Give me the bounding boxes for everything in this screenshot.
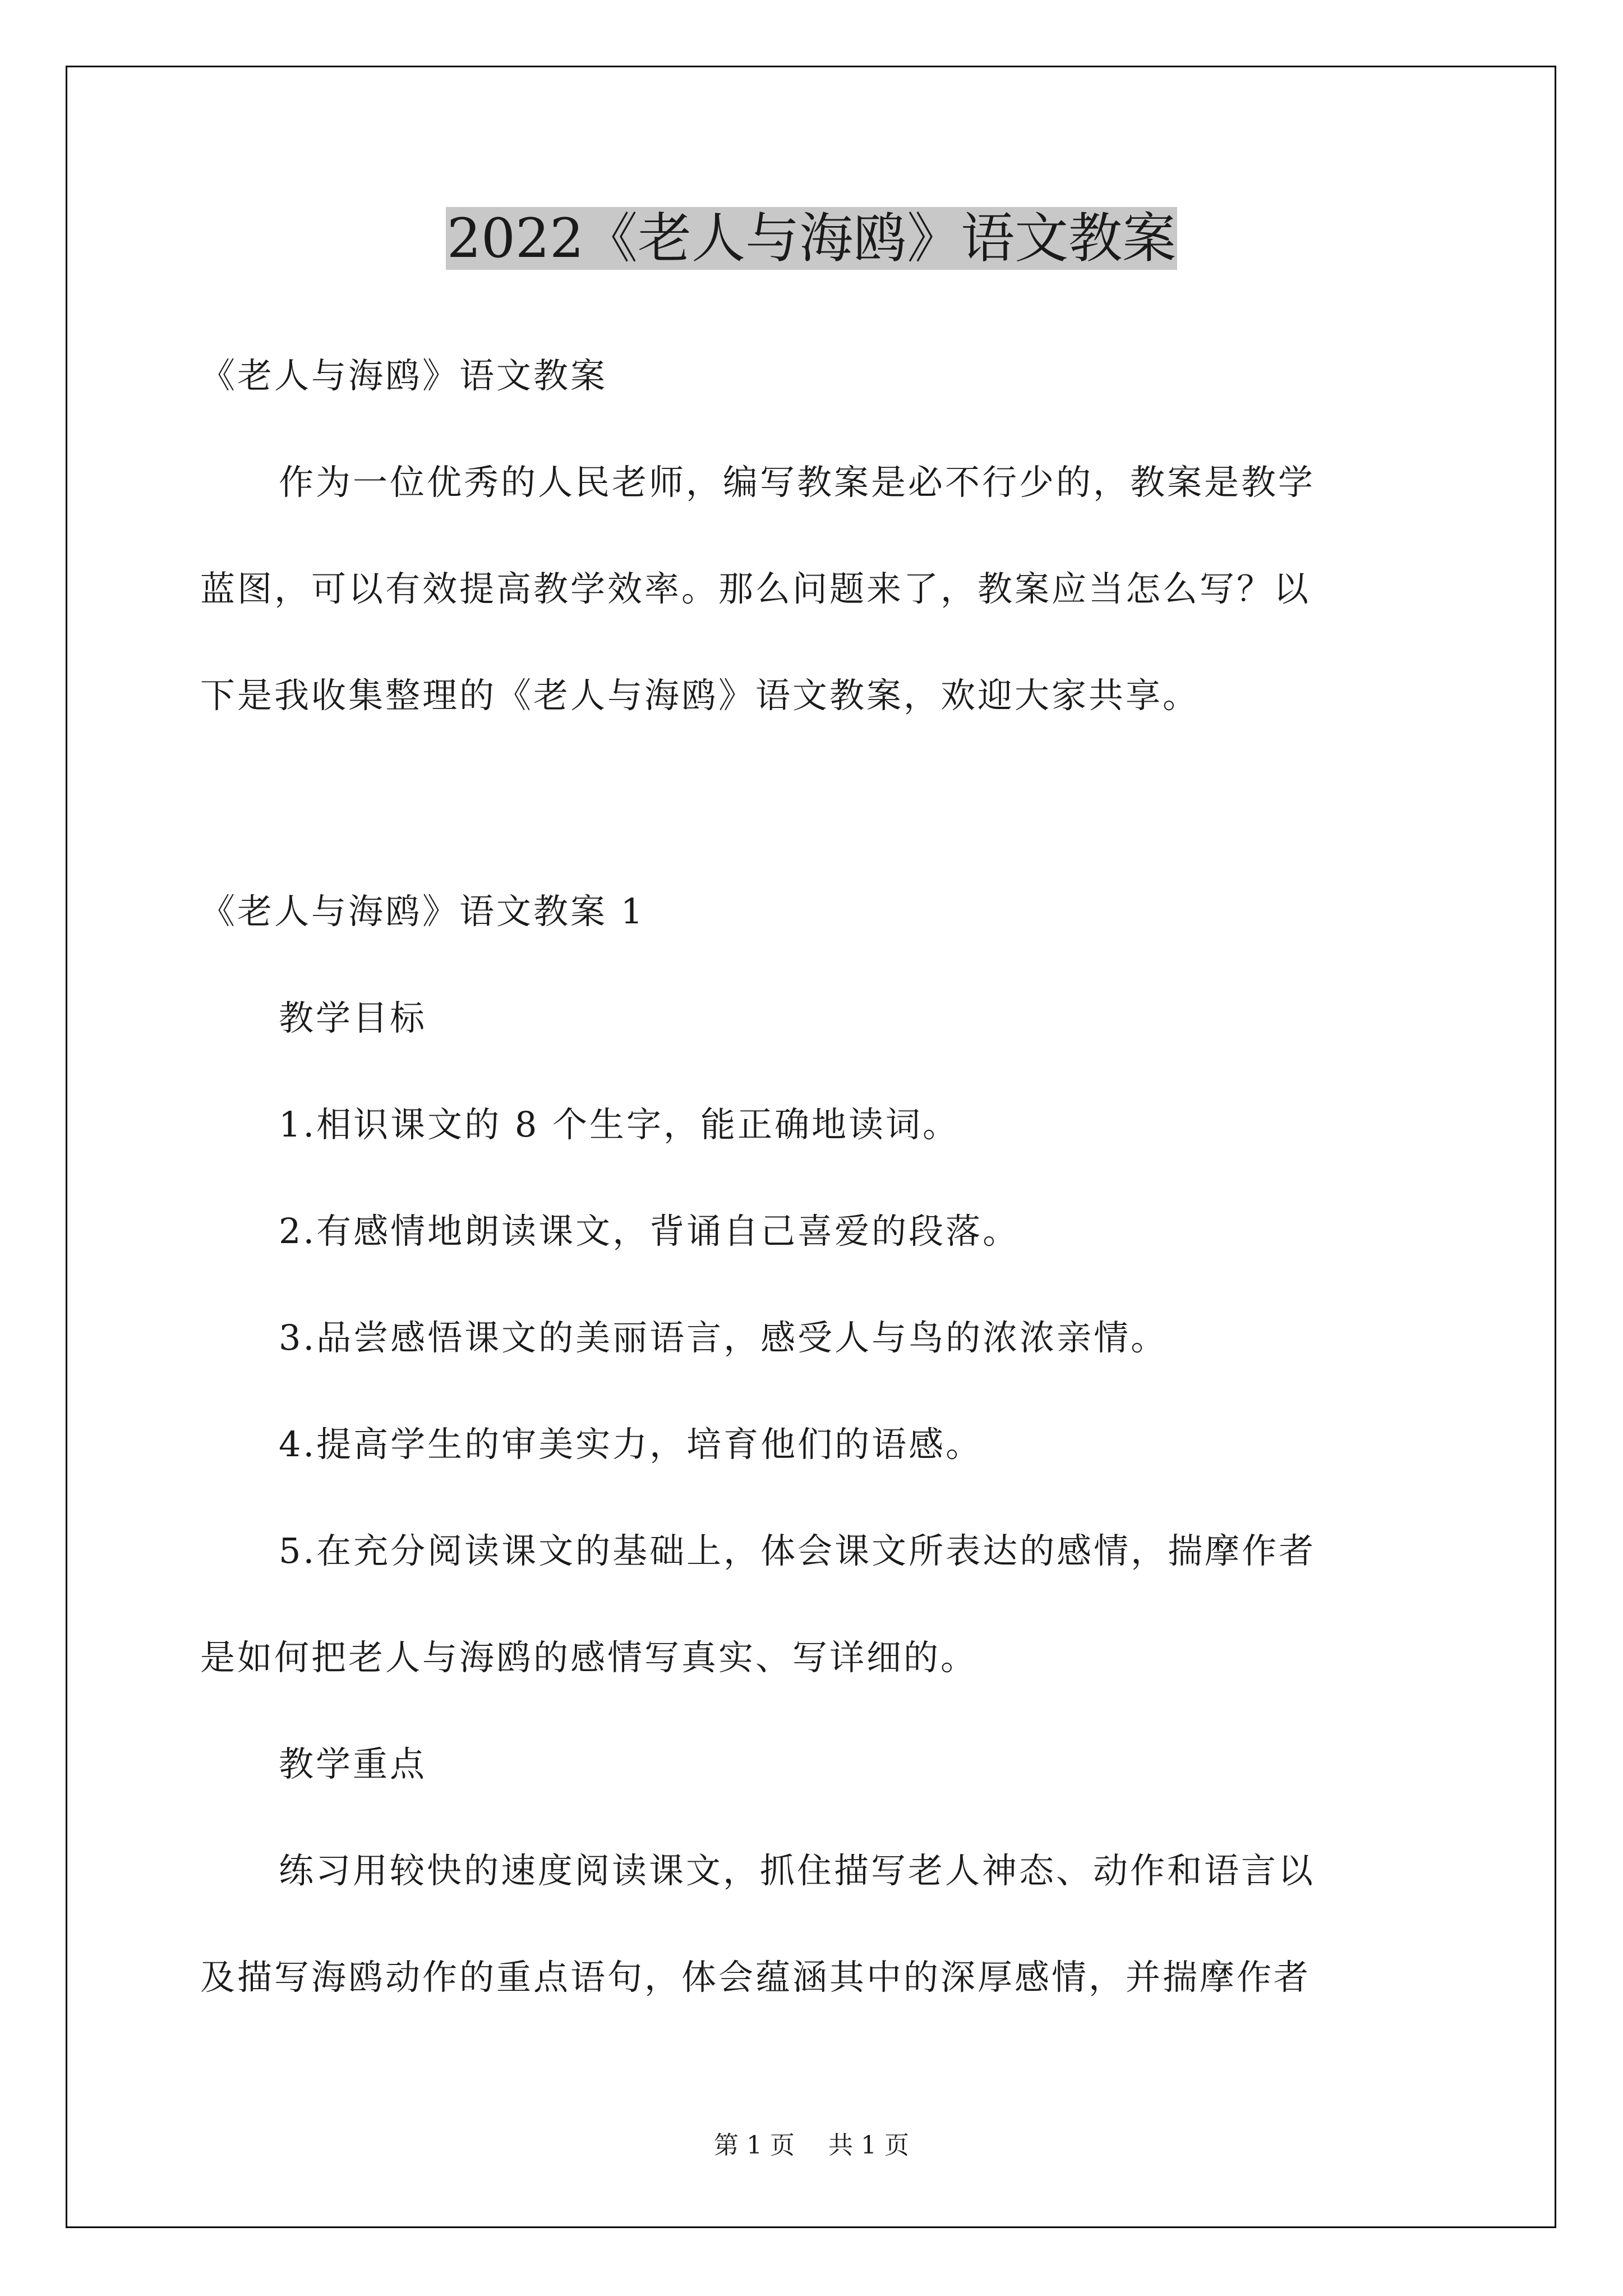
- objective-item-continued: 是如何把老人与海鸥的感情写真实、写详细的。: [200, 1637, 978, 1678]
- page-total: 共 1 页: [828, 2131, 909, 2160]
- page-number: 第 1 页: [714, 2131, 795, 2160]
- objective-item: 5.在充分阅读课文的基础上，体会课文所表达的感情，揣摩作者: [279, 1530, 1316, 1571]
- objective-item: 2.有感情地朗读课文，背诵自己喜爱的段落。: [279, 1211, 1020, 1251]
- objective-item: 3.品尝感悟课文的美丽语言，感受人与鸟的浓浓亲情。: [279, 1317, 1168, 1358]
- document-title: [0, 199, 1623, 278]
- focus-line-2: 及描写海鸥动作的重点语句，体会蕴涵其中的深厚感情，并揣摩作者: [200, 1957, 1311, 1998]
- objective-item: 1.相识课文的 8 个生字，能正确地读词。: [279, 1104, 960, 1145]
- page-footer: [0, 2129, 1623, 2162]
- intro-line-3: 下是我收集整理的《老人与海鸥》语文教案，欢迎大家共享。: [200, 675, 1200, 716]
- objective-item: 4.提高学生的审美实力，培育他们的语感。: [279, 1424, 983, 1465]
- intro-line-2: 蓝图，可以有效提高教学效率。那么问题来了，教案应当怎么写？以: [200, 568, 1311, 609]
- document-subtitle: 《老人与海鸥》语文教案: [200, 355, 608, 396]
- focus-line-1: 练习用较快的速度阅读课文，抓住描写老人神态、动作和语言以: [279, 1850, 1316, 1891]
- focus-heading: 教学重点: [279, 1743, 427, 1784]
- section-heading: 《老人与海鸥》语文教案 1: [200, 891, 645, 932]
- objectives-heading: 教学目标: [279, 997, 427, 1038]
- intro-line-1: 作为一位优秀的人民老师，编写教案是必不行少的，教案是教学: [279, 462, 1316, 503]
- document-title-text: 2022《老人与海鸥》语文教案: [446, 207, 1177, 270]
